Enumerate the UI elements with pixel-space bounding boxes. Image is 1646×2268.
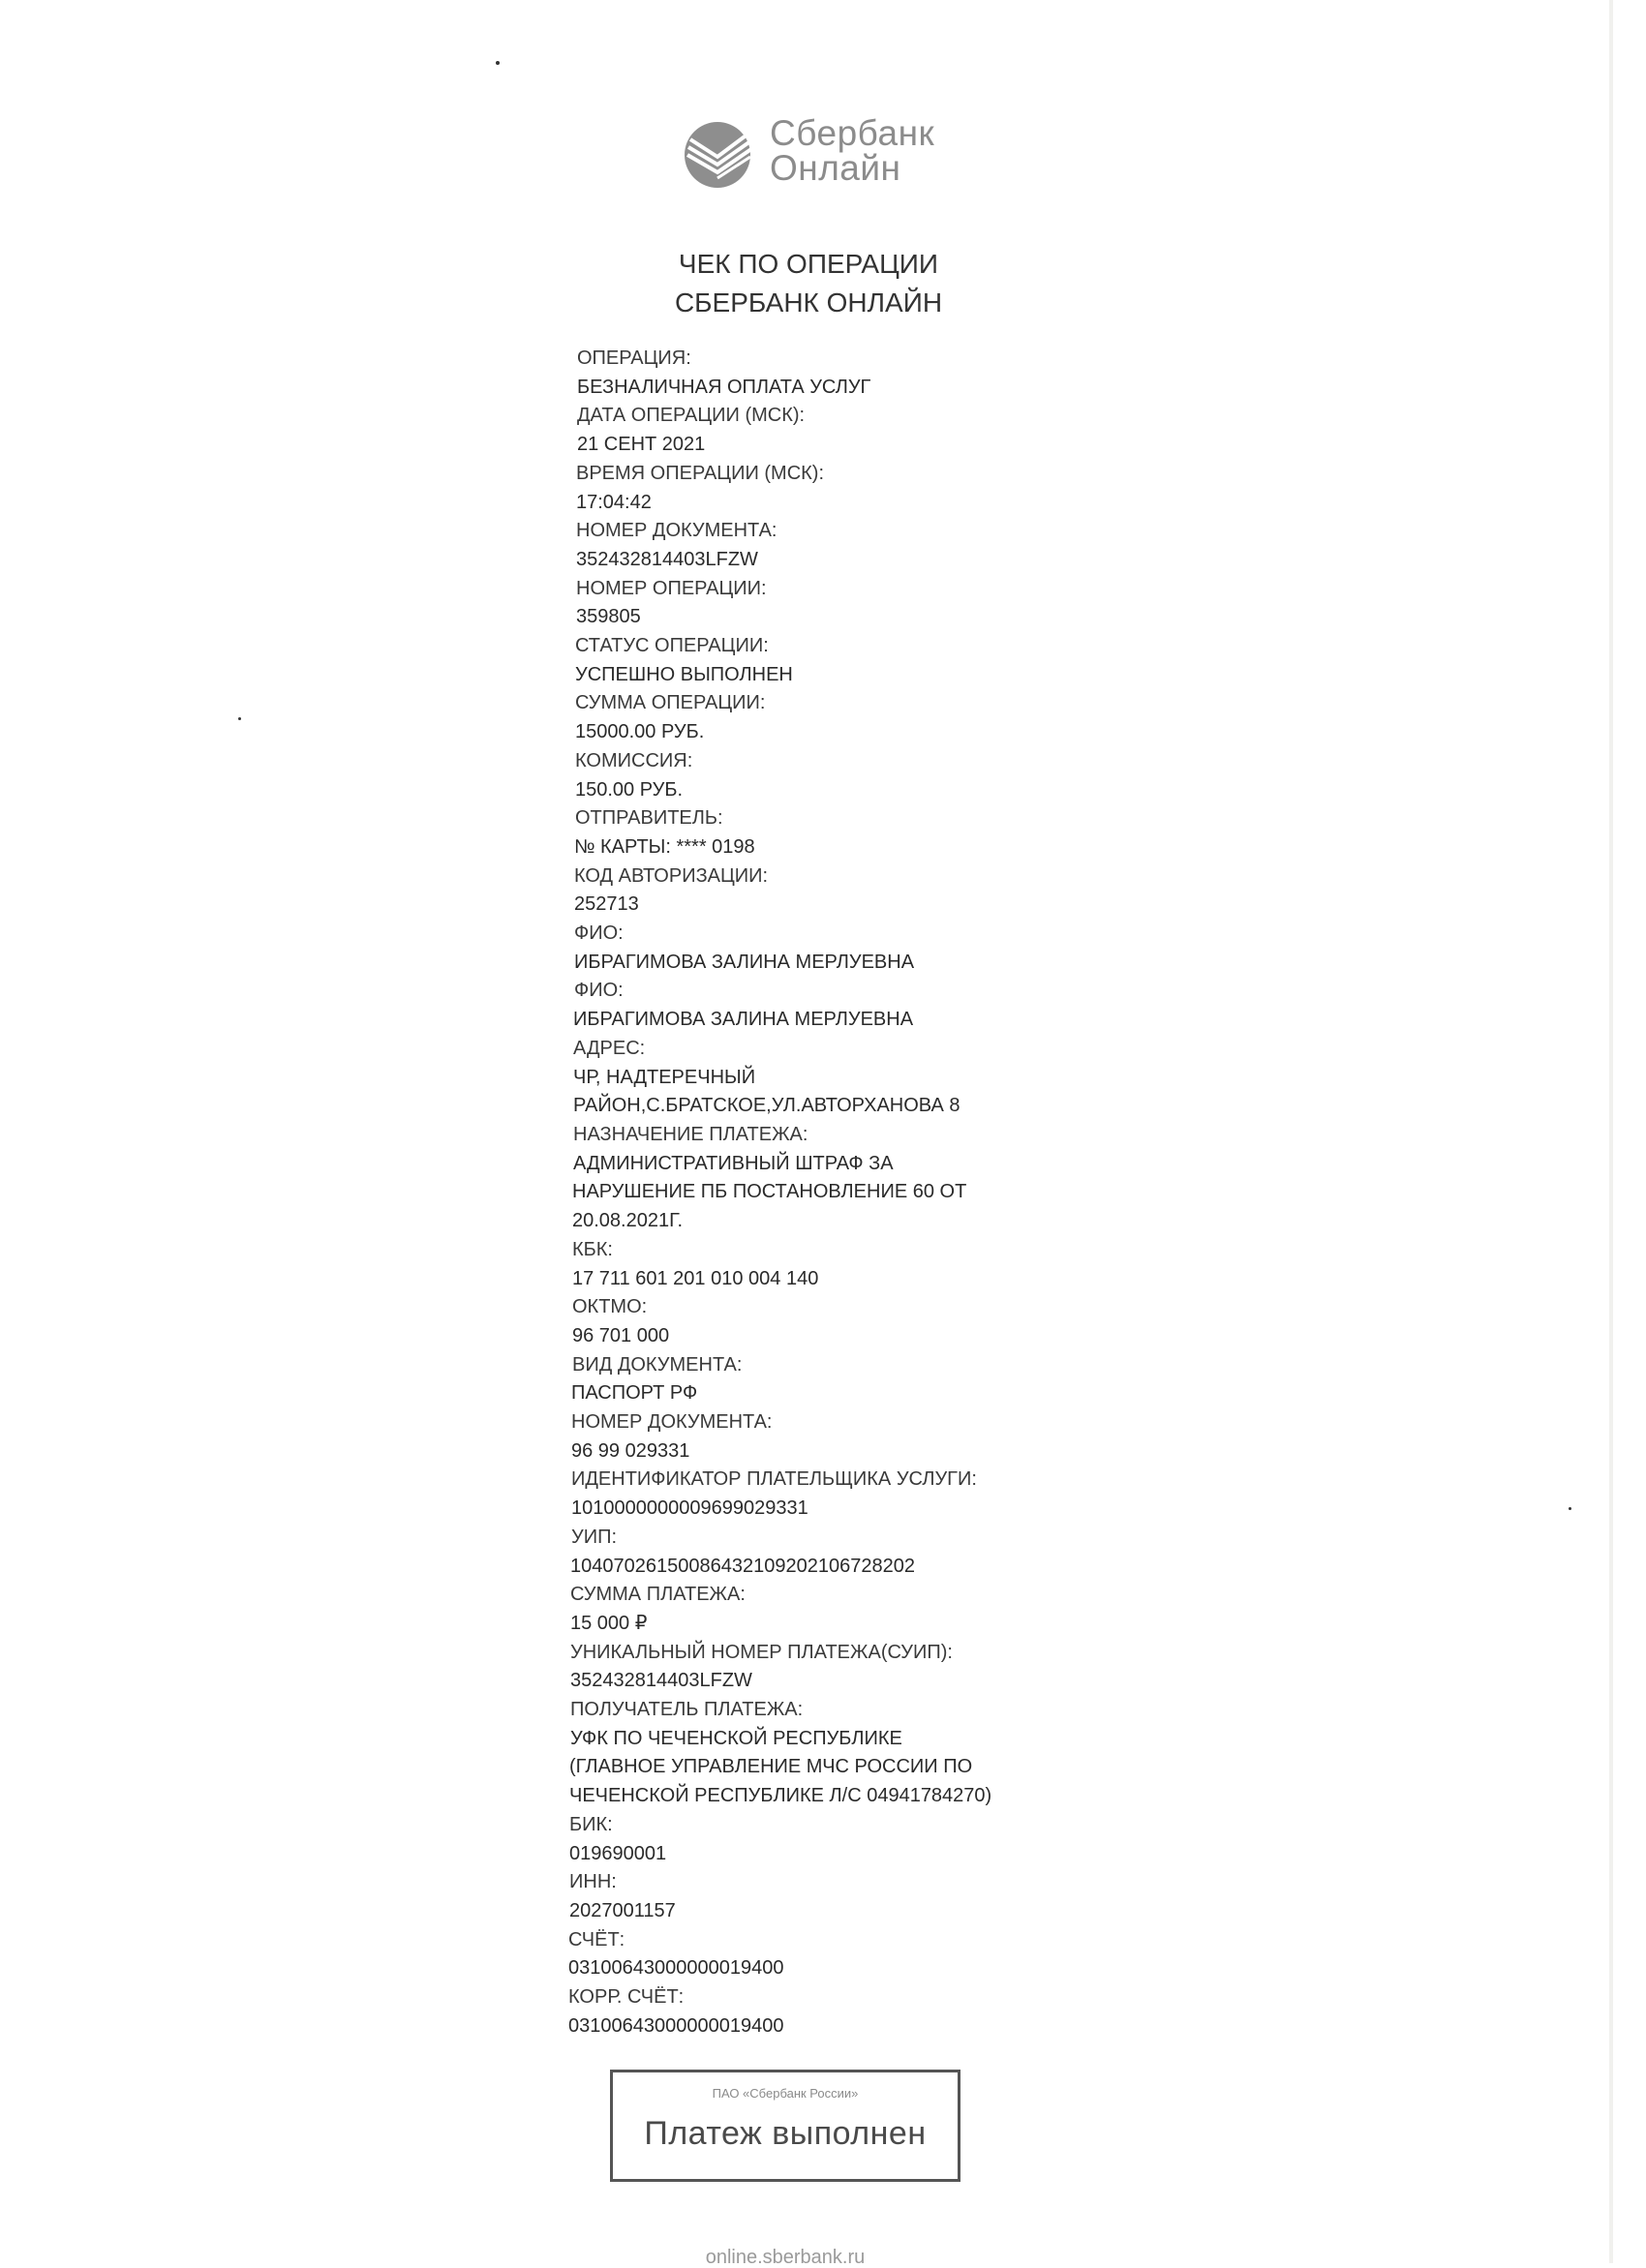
field-label: СУММА ПЛАТЕЖА: [570, 1584, 746, 1606]
field-value: 1010000000009699029331 [571, 1497, 808, 1520]
field-label: ОПЕРАЦИЯ: [577, 348, 691, 369]
field-value: 21 СЕНТ 2021 [577, 434, 706, 456]
field-value: 03100643000000019400 [568, 2014, 784, 2037]
field-label: НОМЕР ДОКУМЕНТА: [571, 1411, 773, 1434]
scan-speck [238, 717, 241, 720]
field-label: СЧЁТ: [568, 1928, 625, 1950]
field-value: БЕЗНАЛИЧНАЯ ОПЛАТА УСЛУГ [577, 376, 871, 398]
field-value: 10407026150086432109202106728202 [570, 1555, 915, 1577]
field-label: УНИКАЛЬНЫЙ НОМЕР ПЛАТЕЖА(СУИП): [570, 1641, 953, 1663]
field-label: ПОЛУЧАТЕЛЬ ПЛАТЕЖА: [570, 1699, 804, 1721]
field-value: ИБРАГИМОВА ЗАЛИНА МЕРЛУЕВНА [574, 951, 915, 973]
field-value: 019690001 [569, 1842, 667, 1864]
field-value: УФК ПО ЧЕЧЕНСКОЙ РЕСПУБЛИКЕ [570, 1727, 902, 1749]
logo-line-1: Сбербанк [770, 113, 935, 153]
field-value: 2027001157 [569, 1899, 676, 1921]
field-label: ВИД ДОКУМЕНТА: [572, 1353, 743, 1376]
stamp-bank-name: ПАО «Сбербанк России» [712, 2086, 859, 2101]
scan-speck [1569, 1507, 1571, 1510]
receipt-title [581, 245, 1036, 322]
field-label: ФИО: [574, 980, 624, 1002]
sberbank-logo-icon [681, 118, 754, 192]
field-label: ОТПРАВИТЕЛЬ: [575, 807, 723, 830]
field-label: ДАТА ОПЕРАЦИИ (МСК): [577, 405, 806, 427]
scan-edge [1609, 0, 1613, 2263]
field-value: 352432814403LFZW [576, 548, 758, 570]
field-label: ИДЕНТИФИКАТОР ПЛАТЕЛЬЩИКА УСЛУГИ: [571, 1468, 977, 1491]
field-label: СТАТУС ОПЕРАЦИИ: [575, 635, 769, 657]
field-value: 96 701 000 [572, 1324, 670, 1346]
field-value: 359805 [576, 606, 641, 628]
field-value: 17 711 601 201 010 004 140 [572, 1267, 819, 1289]
field-value: ПАСПОРТ РФ [571, 1382, 698, 1405]
field-label: БИК: [569, 1813, 613, 1835]
field-label: НОМЕР ОПЕРАЦИИ: [576, 577, 767, 599]
field-label: КОРР. СЧЁТ: [568, 1986, 685, 2009]
field-value: 20.08.2021Г. [572, 1210, 684, 1232]
field-label: ВРЕМЯ ОПЕРАЦИИ (МСК): [576, 462, 825, 484]
field-value: ЧР, НАДТЕРЕЧНЫЙ [573, 1066, 756, 1088]
field-label: АДРЕС: [573, 1037, 646, 1059]
field-value: АДМИНИСТРАТИВНЫЙ ШТРАФ ЗА [573, 1152, 894, 1174]
field-label: КБК: [572, 1238, 613, 1260]
payment-stamp [610, 2070, 960, 2182]
receipt-title-line-1: ЧЕК ПО ОПЕРАЦИИ [678, 249, 939, 279]
receipt-fields [568, 345, 1158, 2041]
field-label: ОКТМО: [572, 1296, 648, 1318]
field-value: ИБРАГИМОВА ЗАЛИНА МЕРЛУЕВНА [573, 1009, 914, 1031]
field-label: НАЗНАЧЕНИЕ ПЛАТЕЖА: [573, 1123, 808, 1145]
field-label: НОМЕР ДОКУМЕНТА: [576, 520, 777, 542]
field-label: КОМИССИЯ: [575, 749, 693, 771]
field-value: 03100643000000019400 [568, 1957, 784, 1980]
stamp-status: Платеж выполнен [644, 2115, 927, 2152]
field-value: 150.00 РУБ. [575, 778, 684, 801]
scan-speck [496, 61, 500, 65]
logo-line-2: Онлайн [770, 148, 901, 188]
field-value: 252713 [574, 893, 639, 916]
field-value: УСПЕШНО ВЫПОЛНЕН [575, 663, 793, 685]
field-label: ИНН: [569, 1871, 617, 1893]
field-value: (ГЛАВНОЕ УПРАВЛЕНИЕ МЧС РОССИИ ПО [569, 1756, 973, 1778]
field-value: 96 99 029331 [571, 1439, 690, 1462]
field-value: РАЙОН,С.БРАТСКОЕ,УЛ.АВТОРХАНОВА 8 [573, 1095, 960, 1117]
field-label: ФИО: [574, 922, 624, 945]
field-value: № КАРТЫ: **** 0198 [574, 835, 755, 858]
receipt-title-line-2: СБЕРБАНК ОНЛАЙН [674, 287, 943, 318]
field-label: УИП: [571, 1526, 618, 1548]
field-label: КОД АВТОРИЗАЦИИ: [574, 864, 769, 887]
field-label: СУММА ОПЕРАЦИИ: [575, 692, 766, 714]
field-value: 15000.00 РУБ. [575, 721, 705, 743]
field-value: 17:04:42 [576, 491, 652, 513]
footer-url: online.sberbank.ru [705, 2247, 866, 2268]
field-value: 352432814403LFZW [570, 1670, 752, 1692]
field-value: ЧЕЧЕНСКОЙ РЕСПУБЛИКЕ Л/С 04941784270) [569, 1785, 992, 1807]
sberbank-online-logo [681, 113, 961, 194]
field-value: НАРУШЕНИЕ ПБ ПОСТАНОВЛЕНИЕ 60 ОТ [572, 1181, 967, 1203]
field-value: 15 000 ₽ [570, 1612, 648, 1634]
logo-wordmark [770, 113, 935, 188]
